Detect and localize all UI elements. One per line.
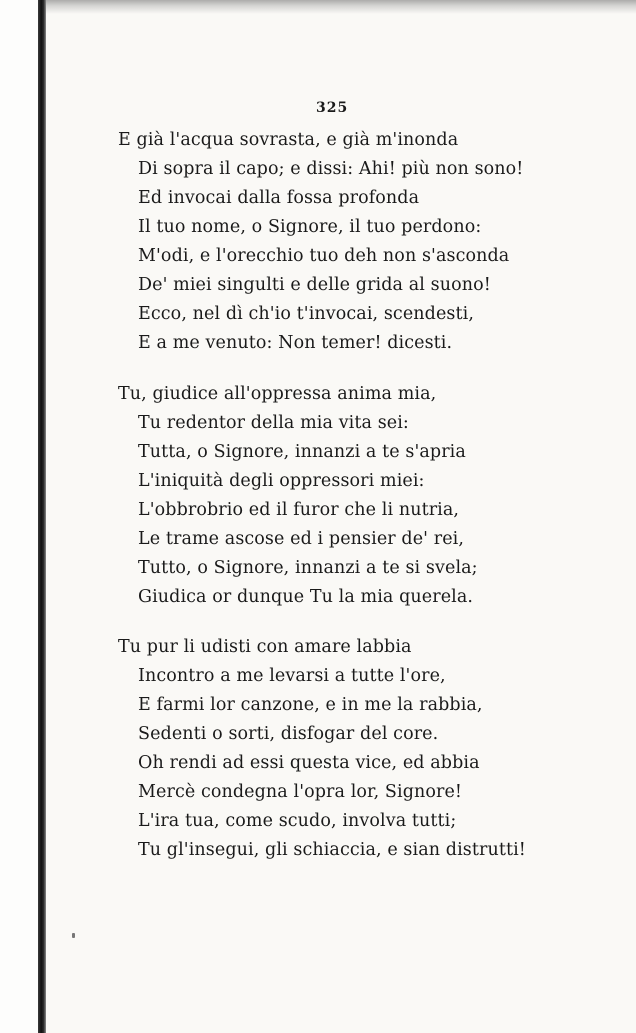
- verse-line: E a me venuto: Non temer! dicesti.: [138, 333, 453, 353]
- verse-line: E già l'acqua sovrasta, e già m'inonda: [118, 130, 459, 150]
- verse-line: Mercè condegna l'opra lor, Signore!: [138, 782, 463, 802]
- verse-line: De' miei singulti e delle grida al suono!: [138, 275, 491, 295]
- page-number: 325: [316, 100, 349, 116]
- verse-line: Di sopra il capo; e dissi: Ahi! più non sono!: [138, 159, 524, 179]
- verse-line: Incontro a me levarsi a tutte l'ore,: [138, 666, 446, 686]
- verse-line: L'obbrobrio ed il furor che li nutria,: [138, 500, 460, 520]
- verse-line: Tu pur li udisti con amare labbia: [118, 637, 412, 657]
- ink-speck: [72, 933, 75, 938]
- stanza-3: [118, 633, 588, 865]
- verse-line: Oh rendi ad essi questa vice, ed abbia: [138, 753, 480, 773]
- verse-line: L'ira tua, come scudo, involva tutti;: [138, 811, 457, 831]
- verse-line: Tutto, o Signore, innanzi a te si svela;: [138, 558, 478, 578]
- verse-line: M'odi, e l'orecchio tuo deh non s'asconda: [138, 246, 510, 266]
- verse-line: Sedenti o sorti, disfogar del core.: [138, 724, 439, 744]
- verse-line: Tu gl'insegui, gli schiaccia, e sian distrutti!: [138, 840, 526, 860]
- verse-line: E farmi lor canzone, e in me la rabbia,: [138, 695, 483, 715]
- verse-line: L'iniquità degli oppressori miei:: [138, 471, 425, 491]
- page-margin: [0, 0, 38, 1033]
- page-top-edge: [46, 0, 636, 14]
- verse-line: Tu redentor della mia vita sei:: [138, 413, 409, 433]
- binding-edge: [38, 0, 46, 1033]
- verse-line: Giudica or dunque Tu la mia querela.: [138, 587, 474, 607]
- verse-line: Tutta, o Signore, innanzi a te s'apria: [138, 442, 466, 462]
- verse-line: Ed invocai dalla fossa profonda: [138, 188, 420, 208]
- verse-line: Il tuo nome, o Signore, il tuo perdono:: [138, 217, 482, 237]
- verse-line: Le trame ascose ed i pensier de' rei,: [138, 529, 465, 549]
- verse-line: Ecco, nel dì ch'io t'invocai, scendesti,: [138, 304, 474, 324]
- stanza-2: [118, 380, 588, 612]
- verse-line: Tu, giudice all'oppressa anima mia,: [118, 384, 437, 404]
- stanza-1: [118, 126, 588, 358]
